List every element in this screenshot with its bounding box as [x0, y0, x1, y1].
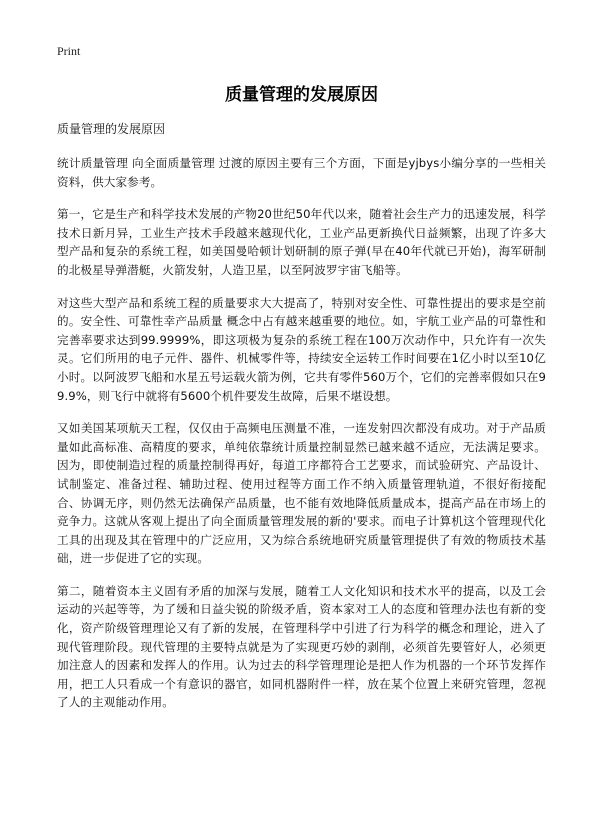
paragraph-second-reason: 第二，随着资本主义固有矛盾的加深与发展，随着工人文化知识和技术水平的提高，以及工会运动的兴起等等，为了缓和日益尖锐的阶级矛盾，资本家对工人的态度和管理办法也有新的变化，资产阶级管理理论又有了新的发展，在管理科学中引进了行为科学的概念和理论，进入了现代管理阶段。现代管理的主要特点就是为了实现更巧妙的剥削，必须首先要管好人，必须更加注意人的因素和发挥人的作用。认为过去的科学管理理论是把人作为机器的一个环节发挥作用，把工人只看成一个有意识的器官，如同机器附件一样，放在某个位置上来研究管理，忽视了人的主观能动作用。 — [57, 583, 546, 710]
paragraph-reliability: 对这些大型产品和系统工程的质量要求大大提高了，特别对安全性、可靠性提出的要求是空前的。安全性、可靠性幸产品质量 概念中占有越来越重要的地位。如，宇航工业产品的可靠性和完善率要求达到99.9999%，即这项极为复杂的系统工程在100万次动作中，只允许有一次失灵。它们所用的电子元件、器件、机械零件等，持续安全运转工作时间要在1亿小时以至10亿小时。以阿波罗飞船和水星五号运载火箭为例，它共有零件560万个，它们的完善率假如只在99.9%，则飞行中就将有5600个机件要发生故障，后果不堪设想。 — [57, 295, 546, 403]
document-title: 质量管理的发展原因 — [225, 85, 378, 105]
paragraph-aerospace-example: 又如美国某项航天工程，仅仅由于高频电压测量不准，一连发射四次都没有成功。对于产品质量如此高标准、高精度的要求，单纯依靠统计质量控制显然已越来越不适应，无法满足要求。因为，即使制造过程的质量控制得再好，每道工序都符合工艺要求，而试验研究、产品设计、试制鉴定、准备过程、辅助过程、使用过程等方面工作不纳入质量管理轨道，不很好衔接配合、协调无序，则仍然无法确保产品质量，也不能有效地降低质量成本，提高产品在市场上的竞争力。这就从客观上提出了向全面质量管理发展的新的'要求。而电子计算机这个管理现代化工具的出现及其在管理中的广泛应用，又为综合系统地研究质量管理提供了有效的物质技术基础，进一步促进了它的实现。 — [57, 421, 546, 566]
print-label: Print — [57, 44, 81, 58]
paragraph-intro: 统计质量管理 向全面质量管理 过渡的原因主要有三个方面，下面是yjbys小编分享的一些相关资料，供大家参考。 — [57, 156, 546, 189]
paragraph-first-reason: 第一，它是生产和科学技术发展的产物20世纪50年代以来，随着社会生产力的迅速发展，科学技术日新月异，工业生产技术手段越来越现代化，工业产品更新换代日益频繁，出现了许多大型产品和复杂的系统工程，如美国曼哈顿计划研制的原子弹(早在40年代就已开始)，海军研制的北极星导弹潜艇，火箭发射，人造卫星，以至阿波罗宇宙飞船等。 — [57, 207, 546, 277]
document-subtitle: 质量管理的发展原因 — [57, 122, 166, 136]
